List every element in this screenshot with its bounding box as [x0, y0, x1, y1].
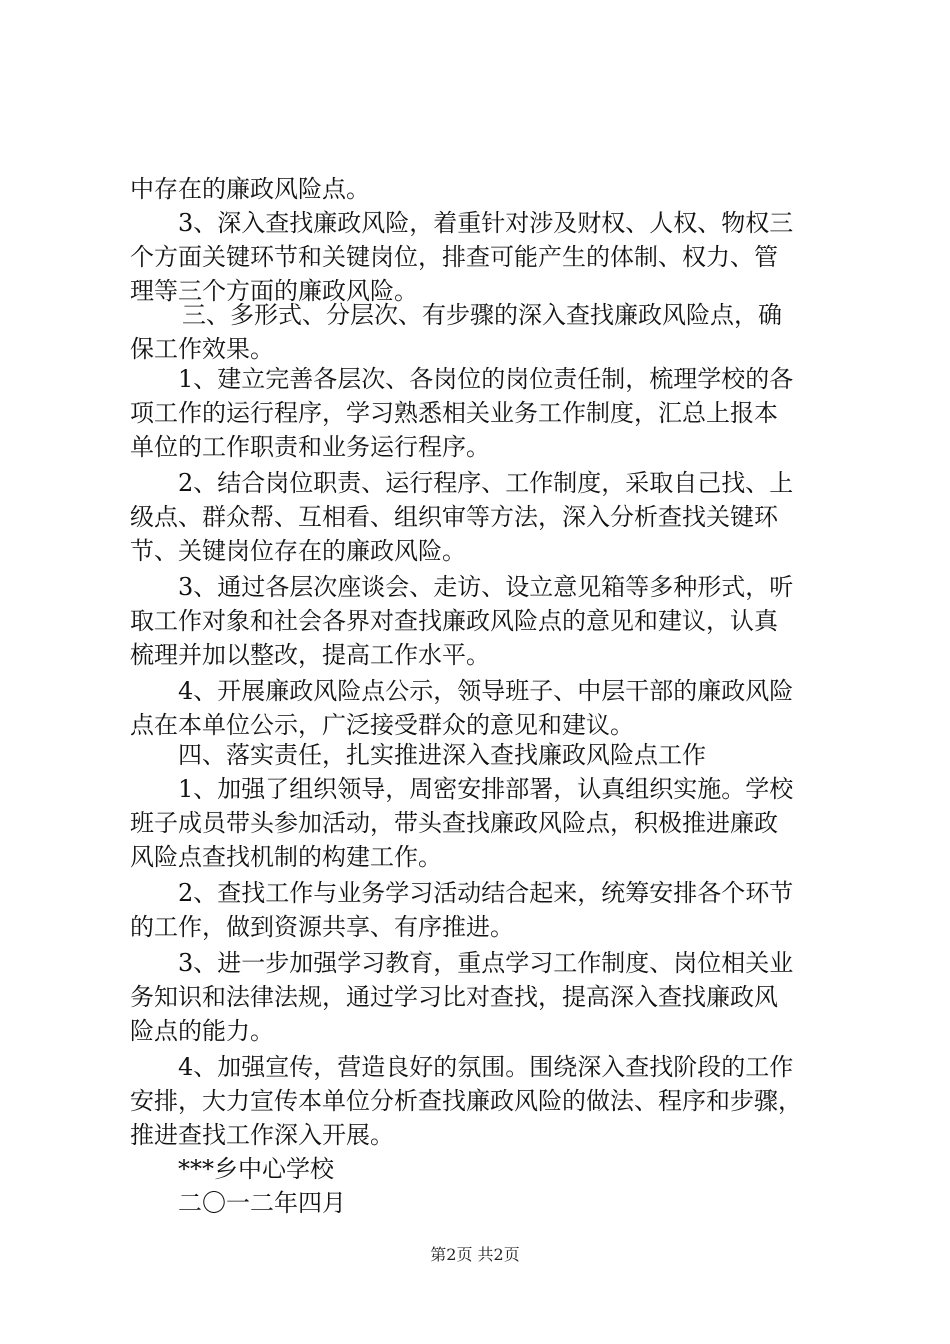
section-heading-line: 三、多形式、分层次、有步骤的深入查找廉政风险点，确 [182, 301, 782, 329]
body-line: 项工作的运行程序，学习熟悉相关业务工作制度，汇总上报本 [130, 399, 778, 427]
body-line: 3、进一步加强学习教育，重点学习工作制度、岗位相关业 [178, 949, 794, 977]
body-line: 1、加强了组织领导，周密安排部署，认真组织实施。学校 [178, 775, 794, 803]
body-line: 级点、群众帮、互相看、组织审等方法，深入分析查找关键环 [130, 503, 778, 531]
body-line: 3、深入查找廉政风险，着重针对涉及财权、人权、物权三 [178, 209, 794, 237]
body-line: 班子成员带头参加活动，带头查找廉政风险点，积极推进廉政 [130, 809, 778, 837]
body-line: 险点的能力。 [130, 1017, 274, 1045]
body-line: 3、通过各层次座谈会、走访、设立意见箱等多种形式，听 [178, 573, 794, 601]
signature-organization: ***乡中心学校 [178, 1155, 334, 1183]
body-line: 中存在的廉政风险点。 [130, 175, 370, 203]
section-heading-line: 四、落实责任，扎实推进深入查找廉政风险点工作 [178, 741, 706, 769]
body-line: 2、结合岗位职责、运行程序、工作制度，采取自己找、上 [178, 469, 794, 497]
body-line: 4、开展廉政风险点公示，领导班子、中层干部的廉政风险 [178, 677, 794, 705]
body-line: 务知识和法律法规，通过学习比对查找，提高深入查找廉政风 [130, 983, 778, 1011]
body-line: 点在本单位公示，广泛接受群众的意见和建议。 [130, 711, 634, 739]
body-line: 个方面关键环节和关键岗位，排查可能产生的体制、权力、管 [130, 243, 778, 271]
page-number: 第2页 共2页 [430, 1245, 520, 1264]
body-line: 节、关键岗位存在的廉政风险。 [130, 537, 466, 565]
section-heading-line: 保工作效果。 [130, 335, 274, 363]
body-line: 单位的工作职责和业务运行程序。 [130, 433, 490, 461]
body-line: 4、加强宣传，营造良好的氛围。围绕深入查找阶段的工作 [178, 1053, 794, 1081]
body-line: 风险点查找机制的构建工作。 [130, 843, 442, 871]
body-line: 理等三个方面的廉政风险。 [130, 277, 418, 305]
body-line: 推进查找工作深入开展。 [130, 1121, 394, 1149]
body-line: 2、查找工作与业务学习活动结合起来，统筹安排各个环节 [178, 879, 794, 907]
body-line: 安排，大力宣传本单位分析查找廉政风险的做法、程序和步骤， [130, 1087, 802, 1115]
body-line: 1、建立完善各层次、各岗位的岗位责任制，梳理学校的各 [178, 365, 794, 393]
body-line: 取工作对象和社会各界对查找廉政风险点的意见和建议，认真 [130, 607, 778, 635]
body-line: 的工作，做到资源共享、有序推进。 [130, 913, 514, 941]
body-line: 梳理并加以整改，提高工作水平。 [130, 641, 490, 669]
signature-date: 二〇一二年四月 [178, 1189, 346, 1217]
